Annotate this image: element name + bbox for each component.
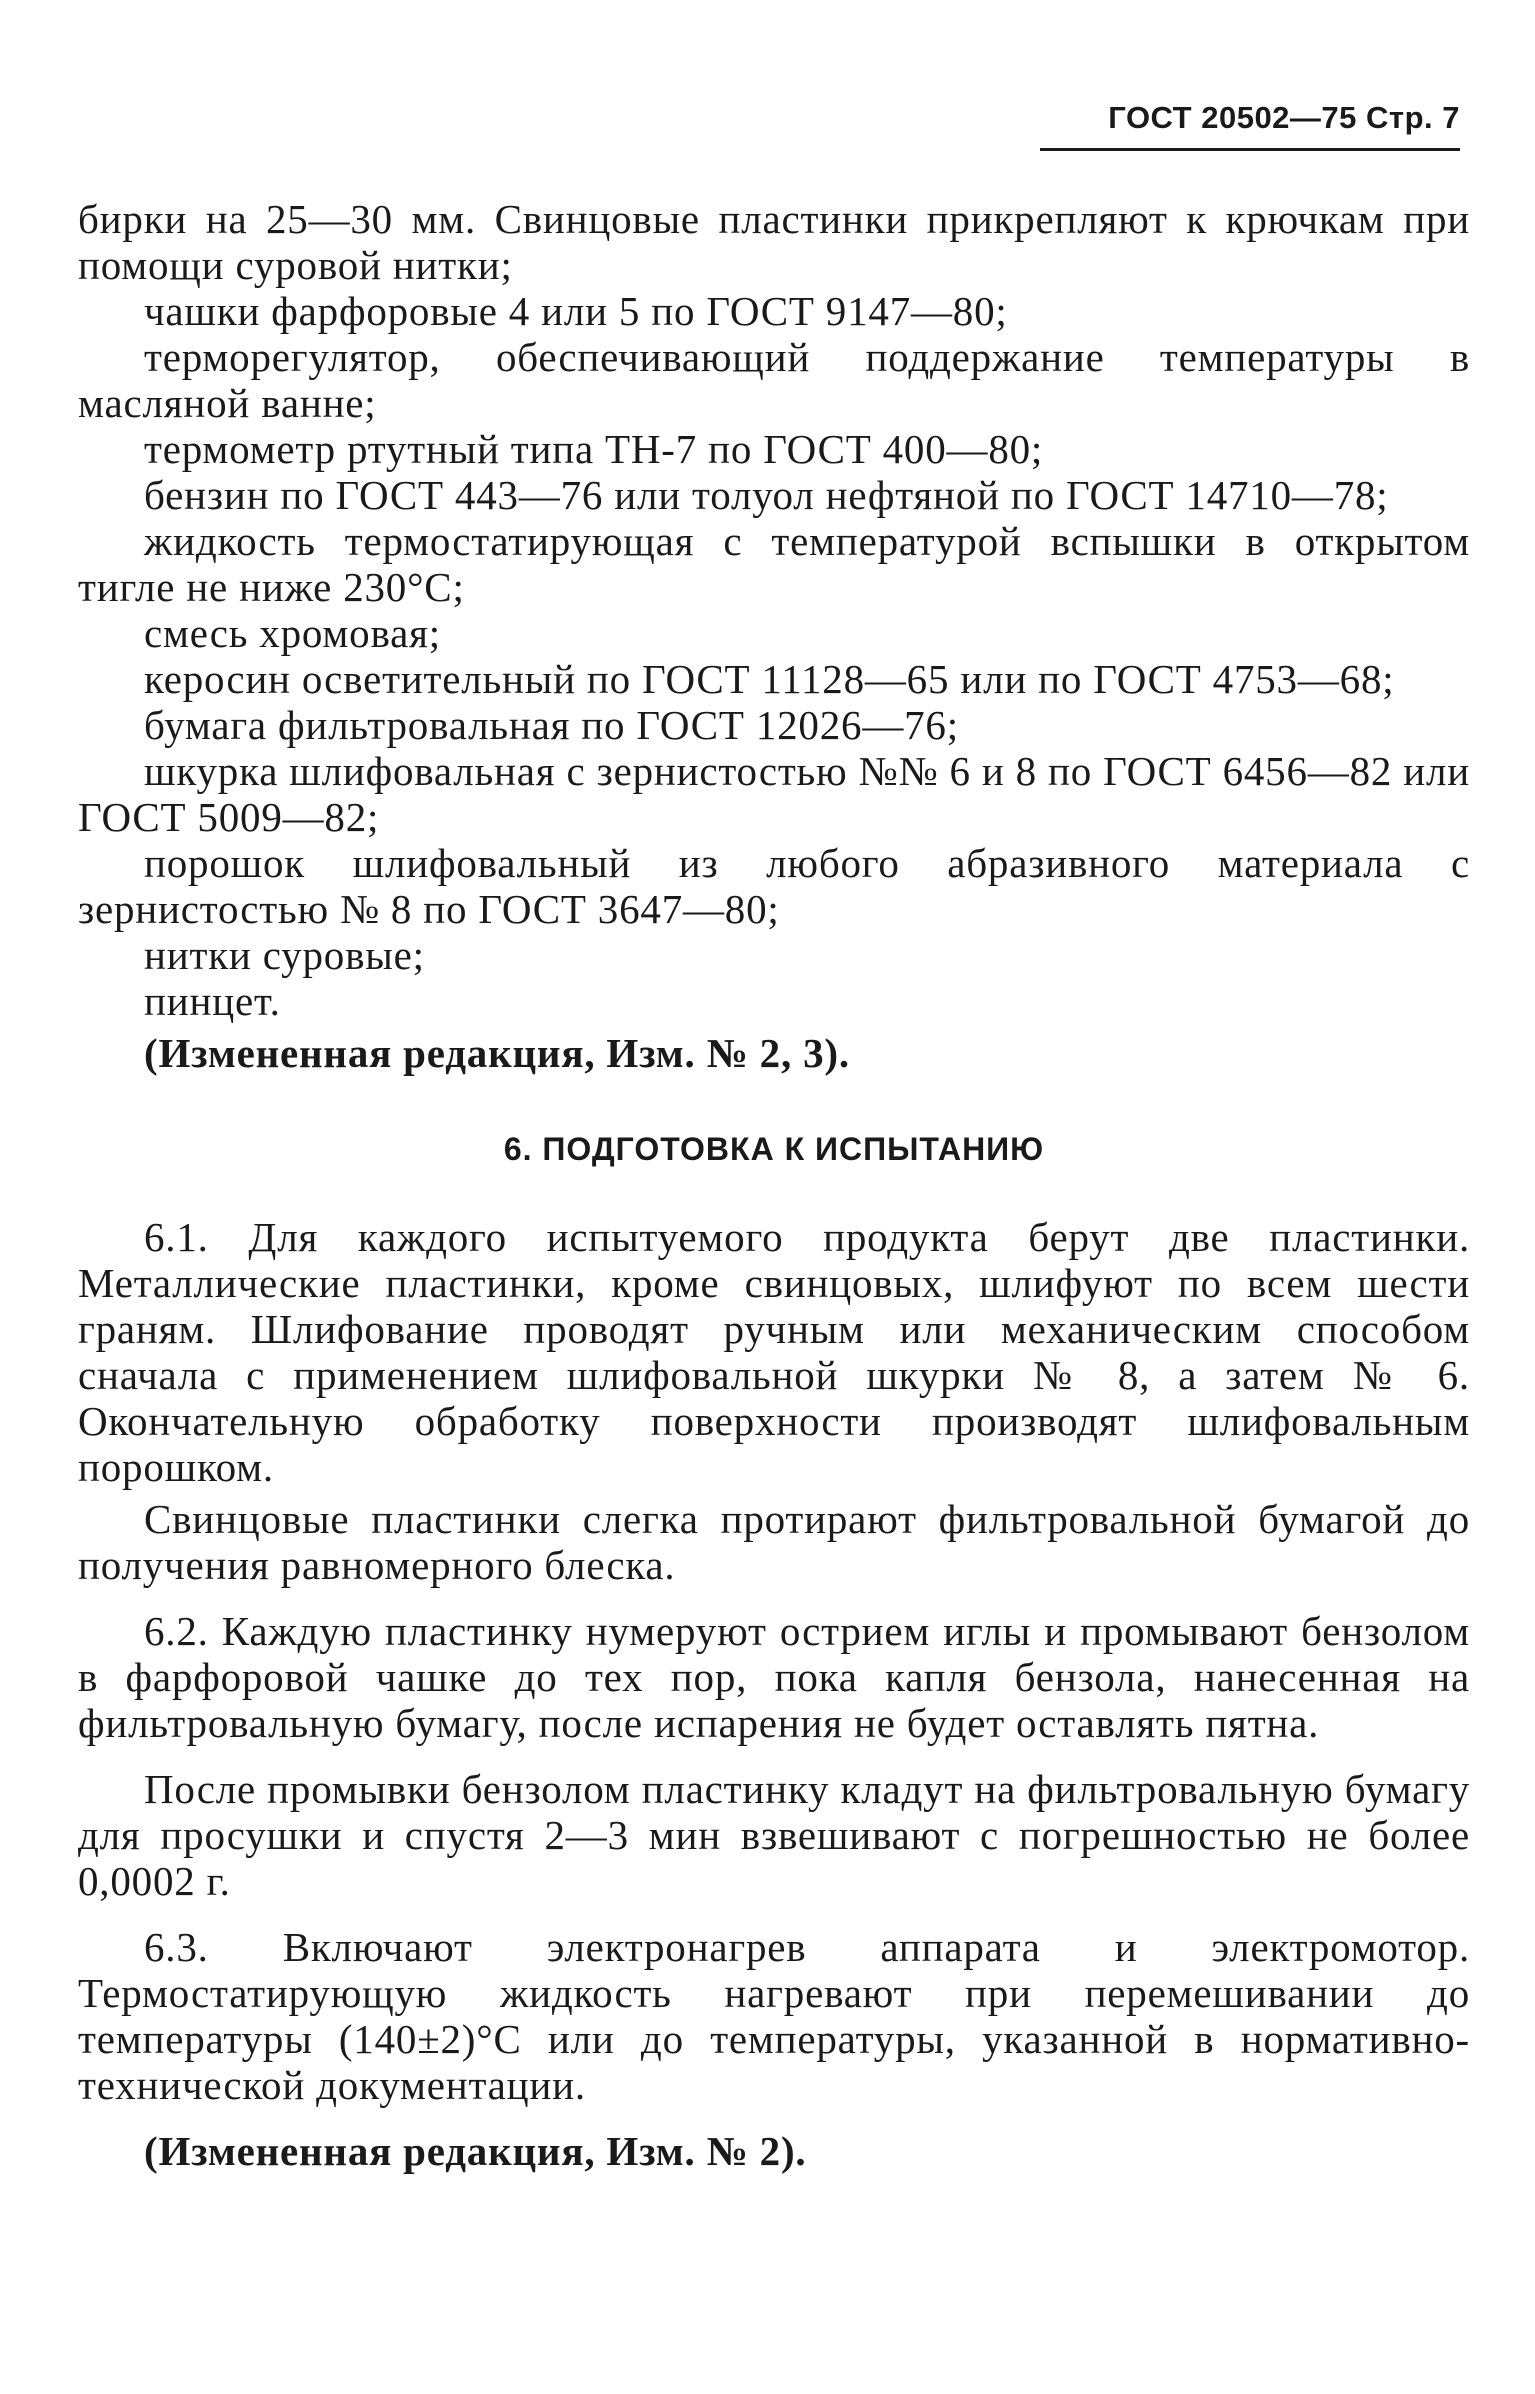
list-item: нитки суровые; xyxy=(144,932,425,978)
list-item: пинцет. xyxy=(144,978,281,1024)
page-header: ГОСТ 20502—75 Стр. 7 xyxy=(1108,100,1460,135)
section-heading: 6. ПОДГОТОВКА К ИСПЫТАНИЮ xyxy=(503,1131,1045,1167)
list-item: бензин по ГОСТ 443—76 или толуол нефтяной по ГОСТ 14710—78; xyxy=(144,472,1389,518)
list-item: чашки фарфоровые 4 или 5 по ГОСТ 9147—80; xyxy=(144,288,1008,334)
list-item: бирки на 25—30 мм. Свинцовые пластинки прикрепляют к крючкам при помощи суровой нитки; xyxy=(78,196,1470,288)
paragraph-6-2: 6.2. Каждую пластинку нумеруют острием иглы и промывают бензолом в фарфоровой чашке до тех пор, пока капля бензола, нанесенная на фильтровальную бумагу, после испарения не будет оставлять пятна. xyxy=(78,1608,1470,1746)
list-item: шкурка шлифовальная с зернистостью №№ 6 и 8 по ГОСТ 6456—82 или ГОСТ 5009—82; xyxy=(78,748,1470,840)
list-item: бумага фильтровальная по ГОСТ 12026—76; xyxy=(144,702,959,748)
header-rule xyxy=(1040,148,1460,151)
list-item: керосин осветительный по ГОСТ 11128—65 или по ГОСТ 4753—68; xyxy=(144,656,1395,702)
list-item: порошок шлифовальный из любого абразивного материала с зернистостью № 8 по ГОСТ 3647—80; xyxy=(78,840,1470,932)
list-item: термометр ртутный типа ТН-7 по ГОСТ 400—80; xyxy=(144,426,1044,472)
paragraph-6-3: 6.3. Включают электронагрев аппарата и электромотор. Термостатирующую жидкость нагревают при перемешивании до температуры (140±2)°С или до температуры, указанной в нормативно-технической документации. xyxy=(78,1924,1470,2108)
list-item: жидкость термостатирующая с температурой вспышки в открытом тигле не ниже 230°С; xyxy=(78,518,1470,610)
amendment-note: (Измененная редакция, Изм. № 2). xyxy=(144,2128,807,2174)
list-item: терморегулятор, обеспечивающий поддержание температуры в масляной ванне; xyxy=(78,334,1470,426)
list-item: смесь хромовая; xyxy=(144,610,441,656)
paragraph-6-1: 6.1. Для каждого испытуемого продукта берут две пластинки. Металлические пластинки, кроме свинцовых, шлифуют по всем шести граням. Шлифование проводят ручным или механическим способом сначала с применением шлифовальной шкурки № 8, а затем № 6. Окончательную обработку поверхности производят шлифовальным порошком. xyxy=(78,1214,1470,1490)
document-body xyxy=(78,196,1470,2174)
paragraph-6-1-lead-plates: Свинцовые пластинки слегка протирают фильтровальной бумагой до получения равномерного блеска. xyxy=(78,1496,1470,1588)
paragraph-6-2-drying: После промывки бензолом пластинку кладут на фильтровальную бумагу для просушки и спустя 2—3 мин взвешивают с погрешностью не более 0,0002 г. xyxy=(78,1766,1470,1904)
amendment-note: (Измененная редакция, Изм. № 2, 3). xyxy=(144,1030,850,1076)
